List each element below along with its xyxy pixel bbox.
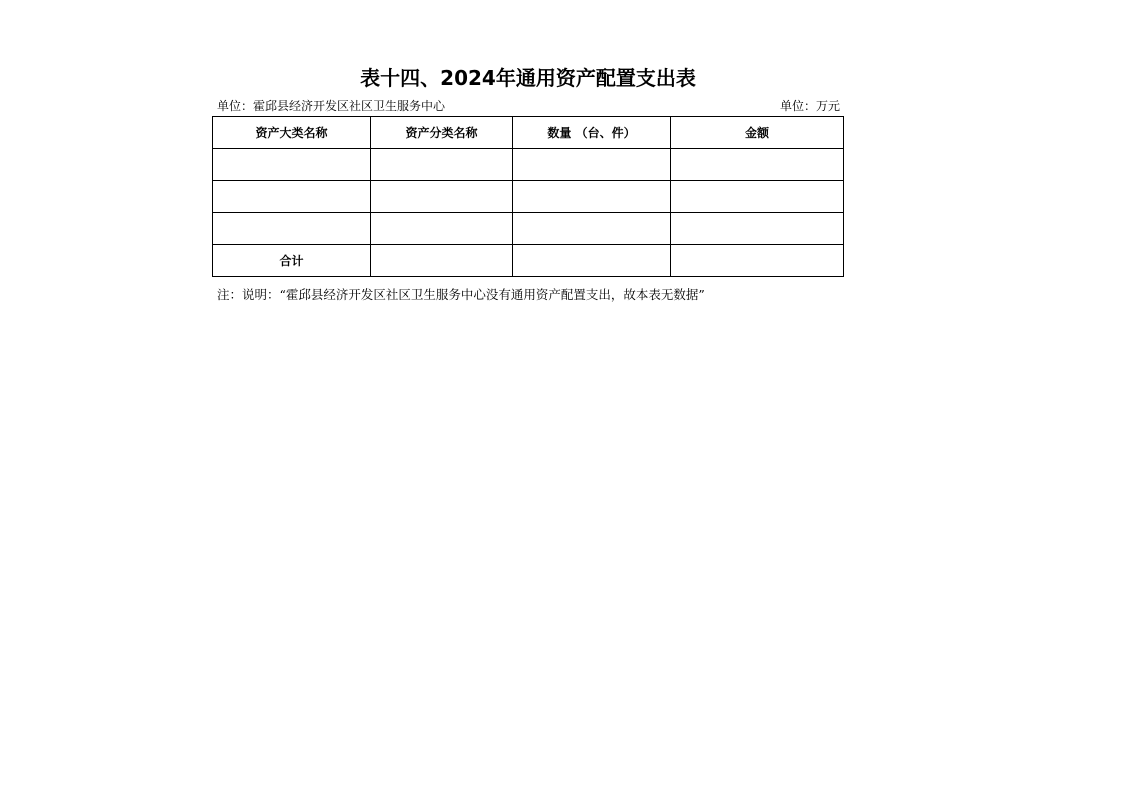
table-cell xyxy=(213,181,371,213)
table-cell xyxy=(213,213,371,245)
page-title: 表十四、2024年通用资产配置支出表 xyxy=(360,66,696,90)
table-total-row xyxy=(213,245,844,277)
asset-table xyxy=(212,116,844,277)
total-label: 合计 xyxy=(213,245,371,277)
table-row xyxy=(213,149,844,181)
table-cell xyxy=(671,181,844,213)
table-cell xyxy=(513,245,671,277)
table-cell xyxy=(513,149,671,181)
table-header-row xyxy=(213,117,844,149)
table-cell xyxy=(213,149,371,181)
table-cell xyxy=(513,213,671,245)
header-asset-subcategory: 资产分类名称 xyxy=(371,117,513,149)
unit-currency: 单位：万元 xyxy=(779,99,840,113)
table-cell xyxy=(371,213,513,245)
header-asset-category: 资产大类名称 xyxy=(213,117,371,149)
header-quantity: 数量 （台、件） xyxy=(513,117,671,149)
table-cell xyxy=(371,181,513,213)
table-cell xyxy=(371,245,513,277)
table-cell xyxy=(513,181,671,213)
table-row xyxy=(213,181,844,213)
table-row xyxy=(213,213,844,245)
footnote: 注：说明：“霍邱县经济开发区社区卫生服务中心没有通用资产配置支出，故本表无数据” xyxy=(217,287,705,302)
table-cell xyxy=(671,149,844,181)
header-amount: 金额 xyxy=(671,117,844,149)
table-cell xyxy=(671,245,844,277)
unit-organization: 单位：霍邱县经济开发区社区卫生服务中心 xyxy=(217,99,446,113)
table-cell xyxy=(371,149,513,181)
table-cell xyxy=(671,213,844,245)
